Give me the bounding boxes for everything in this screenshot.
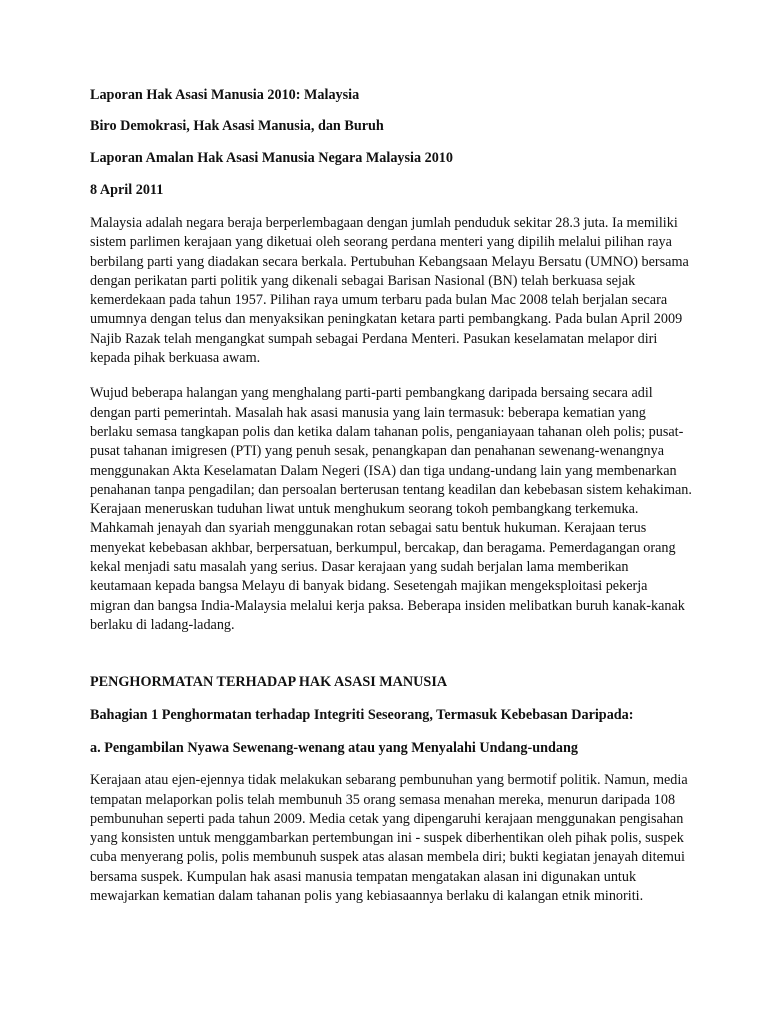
intro-paragraph: Malaysia adalah negara beraja berperlembagaan dengan jumlah penduduk sekitar 28.3 juta. Ia memiliki sistem parlimen kerajaan yang diketuai oleh seorang perdana menteri yang dipilih melalui pilihan raya berbilang parti yang diadakan secara berkala. Pertubuhan Kebangsaan Melayu Bersatu (UMNO) bersama dengan perikatan parti politik yang dikenali sebagai Barisan Nasional (BN) telah berkuasa sejak kemerdekaan pada tahun 1957. Pilihan raya umum terbaru pada bulan Mac 2008 telah berjalan secara umumnya dengan telus dan menyaksikan peningkatan ketara parti pembangkang. Pada bulan April 2009 Najib Razak telah mengangkat sumpah sebagai Perdana Menteri. Pasukan keselamatan melapor diri kepada pihak berkuasa awam.: [90, 215, 689, 367]
report-title: Laporan Hak Asasi Manusia 2010: Malaysia: [90, 87, 360, 103]
section-heading: PENGHORMATAN TERHADAP HAK ASASI MANUSIA: [90, 674, 448, 691]
subsection-heading: Bahagian 1 Penghormatan terhadap Integriti Seseorang, Termasuk Kebebasan Daripada:: [90, 707, 634, 724]
bureau-name: Biro Demokrasi, Hak Asasi Manusia, dan Buruh: [90, 118, 384, 134]
subsubsection-heading: a. Pengambilan Nyawa Sewenang-wenang atau yang Menyalahi Undang-undang: [90, 740, 578, 757]
killings-paragraph: Kerajaan atau ejen-ejennya tidak melakukan sebarang pembunuhan yang bermotif politik. Namun, media tempatan melaporkan polis telah membunuh 35 orang semasa menahan mereka, menurun daripada 108 pembunuhan seperti pada tahun 2009. Media cetak yang dipengaruhi kerajaan menggunakan pengisahan yang konsisten untuk menggambarkan pertembungan ini - suspek diberhentikan oleh pihak polis, suspek cuba menyerang polis, polis membunuh suspek atas alasan membela diri; bukti kegiatan jenayah ditemui bersama suspek. Kumpulan hak asasi manusia tempatan mengatakan alasan ini digunakan untuk mewajarkan kematian dalam tahanan polis yang kebiasaannya berlaku di kalangan etnik minoriti.: [90, 772, 688, 905]
report-name: Laporan Amalan Hak Asasi Manusia Negara Malaysia 2010: [90, 150, 453, 166]
issues-paragraph: Wujud beberapa halangan yang menghalang parti-parti pembangkang daripada bersaing secara adil dengan parti pemerintah. Masalah hak asasi manusia yang lain termasuk: beberapa kematian yang berlaku semasa tangkapan polis dan ketika dalam tahanan polis, penganiayaan tahanan oleh polis; pusat- pusat tahanan imigresen (PTI) yang penuh sesak, penangkapan dan penahanan sewenang-wenangnya menggunakan Akta Keselamatan Dalam Negeri (ISA) dan tiga undang-undang lain yang membenarkan penahanan tanpa pengadilan; dan persoalan berterusan tentang keadilan dan kebebasan sistem kehakiman. Kerajaan meneruskan tuduhan liwat untuk menghukum seorang tokoh pembangkang terkemuka. Mahkamah jenayah dan syariah menggunakan rotan sebagai satu bentuk hukuman. Kerajaan terus menyekat kebebasan akhbar, berpersatuan, berkumpul, bercakap, dan beragama. Pemerdagangan orang kekal menjadi satu masalah yang serius. Dasar kerajaan yang sudah berjalan lama memberikan keutamaan kepada bangsa Melayu di banyak bidang. Sesetengah majikan mengeksploitasi pekerja migran dan bangsa India-Malaysia melalui kerja paksa. Beberapa insiden melibatkan buruh kanak-kanak berlaku di ladang-ladang.: [90, 385, 692, 633]
report-date: 8 April 2011: [90, 182, 164, 198]
